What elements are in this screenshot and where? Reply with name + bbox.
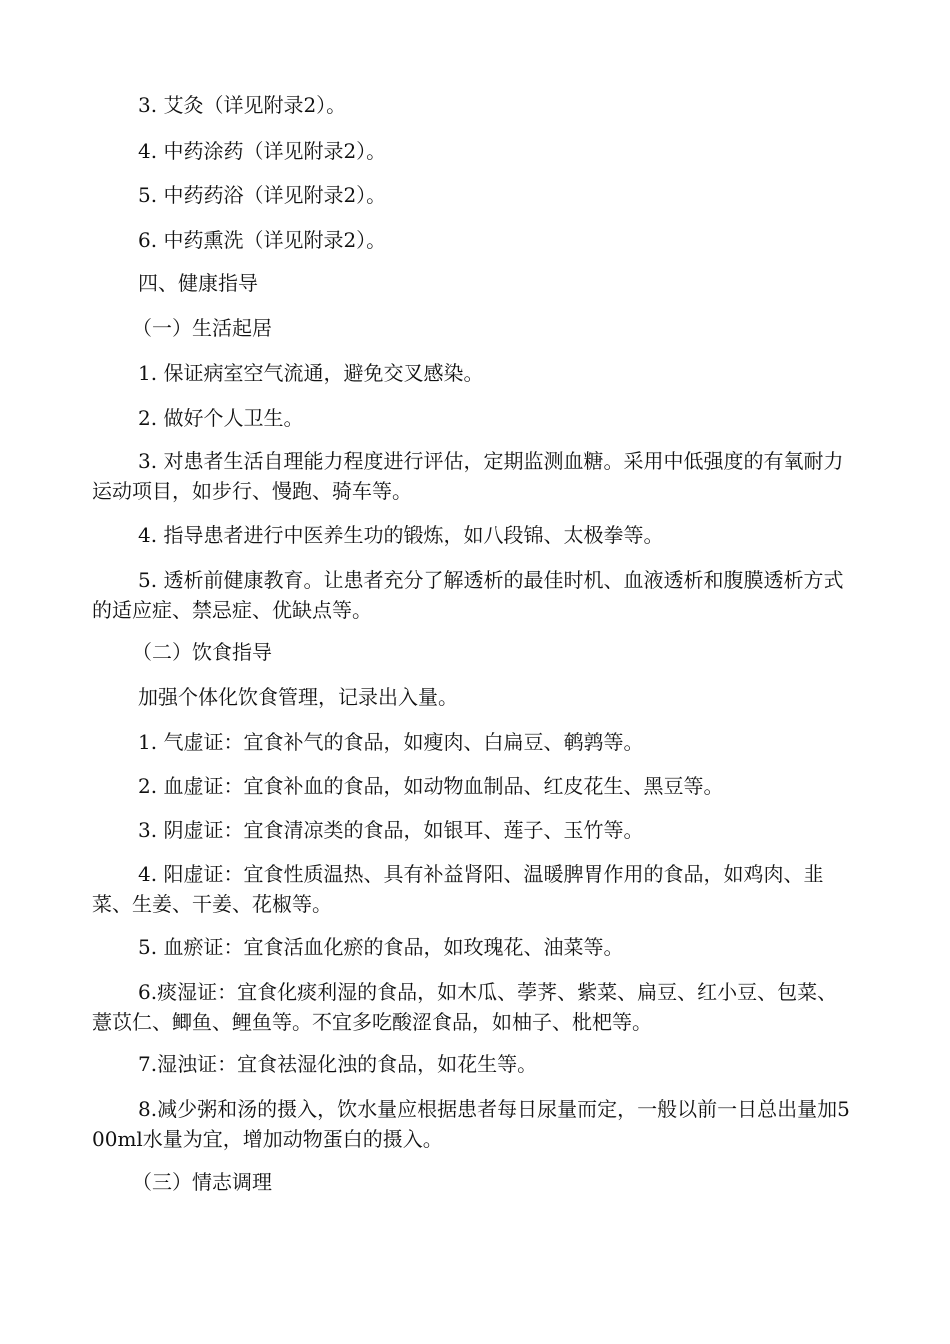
paragraph-herbal-fumigation: 6. 中药熏洗（详见附录2）。 xyxy=(138,228,387,252)
paragraph-yin-deficiency: 3. 阴虚证：宜食清凉类的食品，如银耳、莲子、玉竹等。 xyxy=(138,818,644,842)
paragraph-moxibustion: 3. 艾灸（详见附录2）。 xyxy=(138,93,347,117)
paragraph-fluid-intake: 8.减少粥和汤的摄入，饮水量应根据患者每日尿量而定，一般以前一日总出量加500ml水量为宜，增加动物蛋白的摄入。 xyxy=(92,1097,850,1151)
paragraph-diet-management: 加强个体化饮食管理，记录出入量。 xyxy=(138,685,458,709)
paragraph-blood-stasis: 5. 血瘀证：宜食活血化瘀的食品，如玫瑰花、油菜等。 xyxy=(138,935,624,959)
paragraph-damp-turbidity: 7.湿浊证：宜食祛湿化浊的食品，如花生等。 xyxy=(138,1052,538,1076)
paragraph-blood-deficiency: 2. 血虚证：宜食补血的食品，如动物血制品、红皮花生、黑豆等。 xyxy=(138,774,724,798)
paragraph-herbal-bath: 5. 中药药浴（详见附录2）。 xyxy=(138,183,387,207)
paragraph-herbal-application: 4. 中药涂药（详见附录2）。 xyxy=(138,139,387,163)
paragraph-ventilation: 1. 保证病室空气流通，避免交叉感染。 xyxy=(138,361,484,385)
subsection-heading-diet-guidance: （二）饮食指导 xyxy=(132,640,272,664)
paragraph-self-care-assessment: 3. 对患者生活自理能力程度进行评估，定期监测血糖。采用中低强度的有氧耐力运动项目，如步行、慢跑、骑车等。 xyxy=(92,449,844,503)
subsection-heading-daily-living: （一）生活起居 xyxy=(132,316,272,340)
paragraph-health-exercise: 4. 指导患者进行中医养生功的锻炼，如八段锦、太极拳等。 xyxy=(138,523,664,547)
section-heading-health-guidance: 四、健康指导 xyxy=(138,271,258,295)
subsection-heading-emotional-care: （三）情志调理 xyxy=(132,1170,272,1194)
paragraph-qi-deficiency: 1. 气虚证：宜食补气的食品，如瘦肉、白扁豆、鹌鹑等。 xyxy=(138,730,644,754)
paragraph-dialysis-education: 5. 透析前健康教育。让患者充分了解透析的最佳时机、血液透析和腹膜透析方式的适应症、禁忌症、优缺点等。 xyxy=(92,568,844,622)
paragraph-yang-deficiency: 4. 阳虚证：宜食性质温热、具有补益肾阳、温暖脾胃作用的食品，如鸡肉、韭菜、生姜、干姜、花椒等。 xyxy=(92,862,824,916)
paragraph-hygiene: 2. 做好个人卫生。 xyxy=(138,406,304,430)
paragraph-phlegm-dampness: 6.痰湿证：宜食化痰利湿的食品，如木瓜、荸荠、紫菜、扁豆、红小豆、包菜、薏苡仁、鲫鱼、鲤鱼等。不宜多吃酸涩食品，如柚子、枇杷等。 xyxy=(92,980,838,1034)
